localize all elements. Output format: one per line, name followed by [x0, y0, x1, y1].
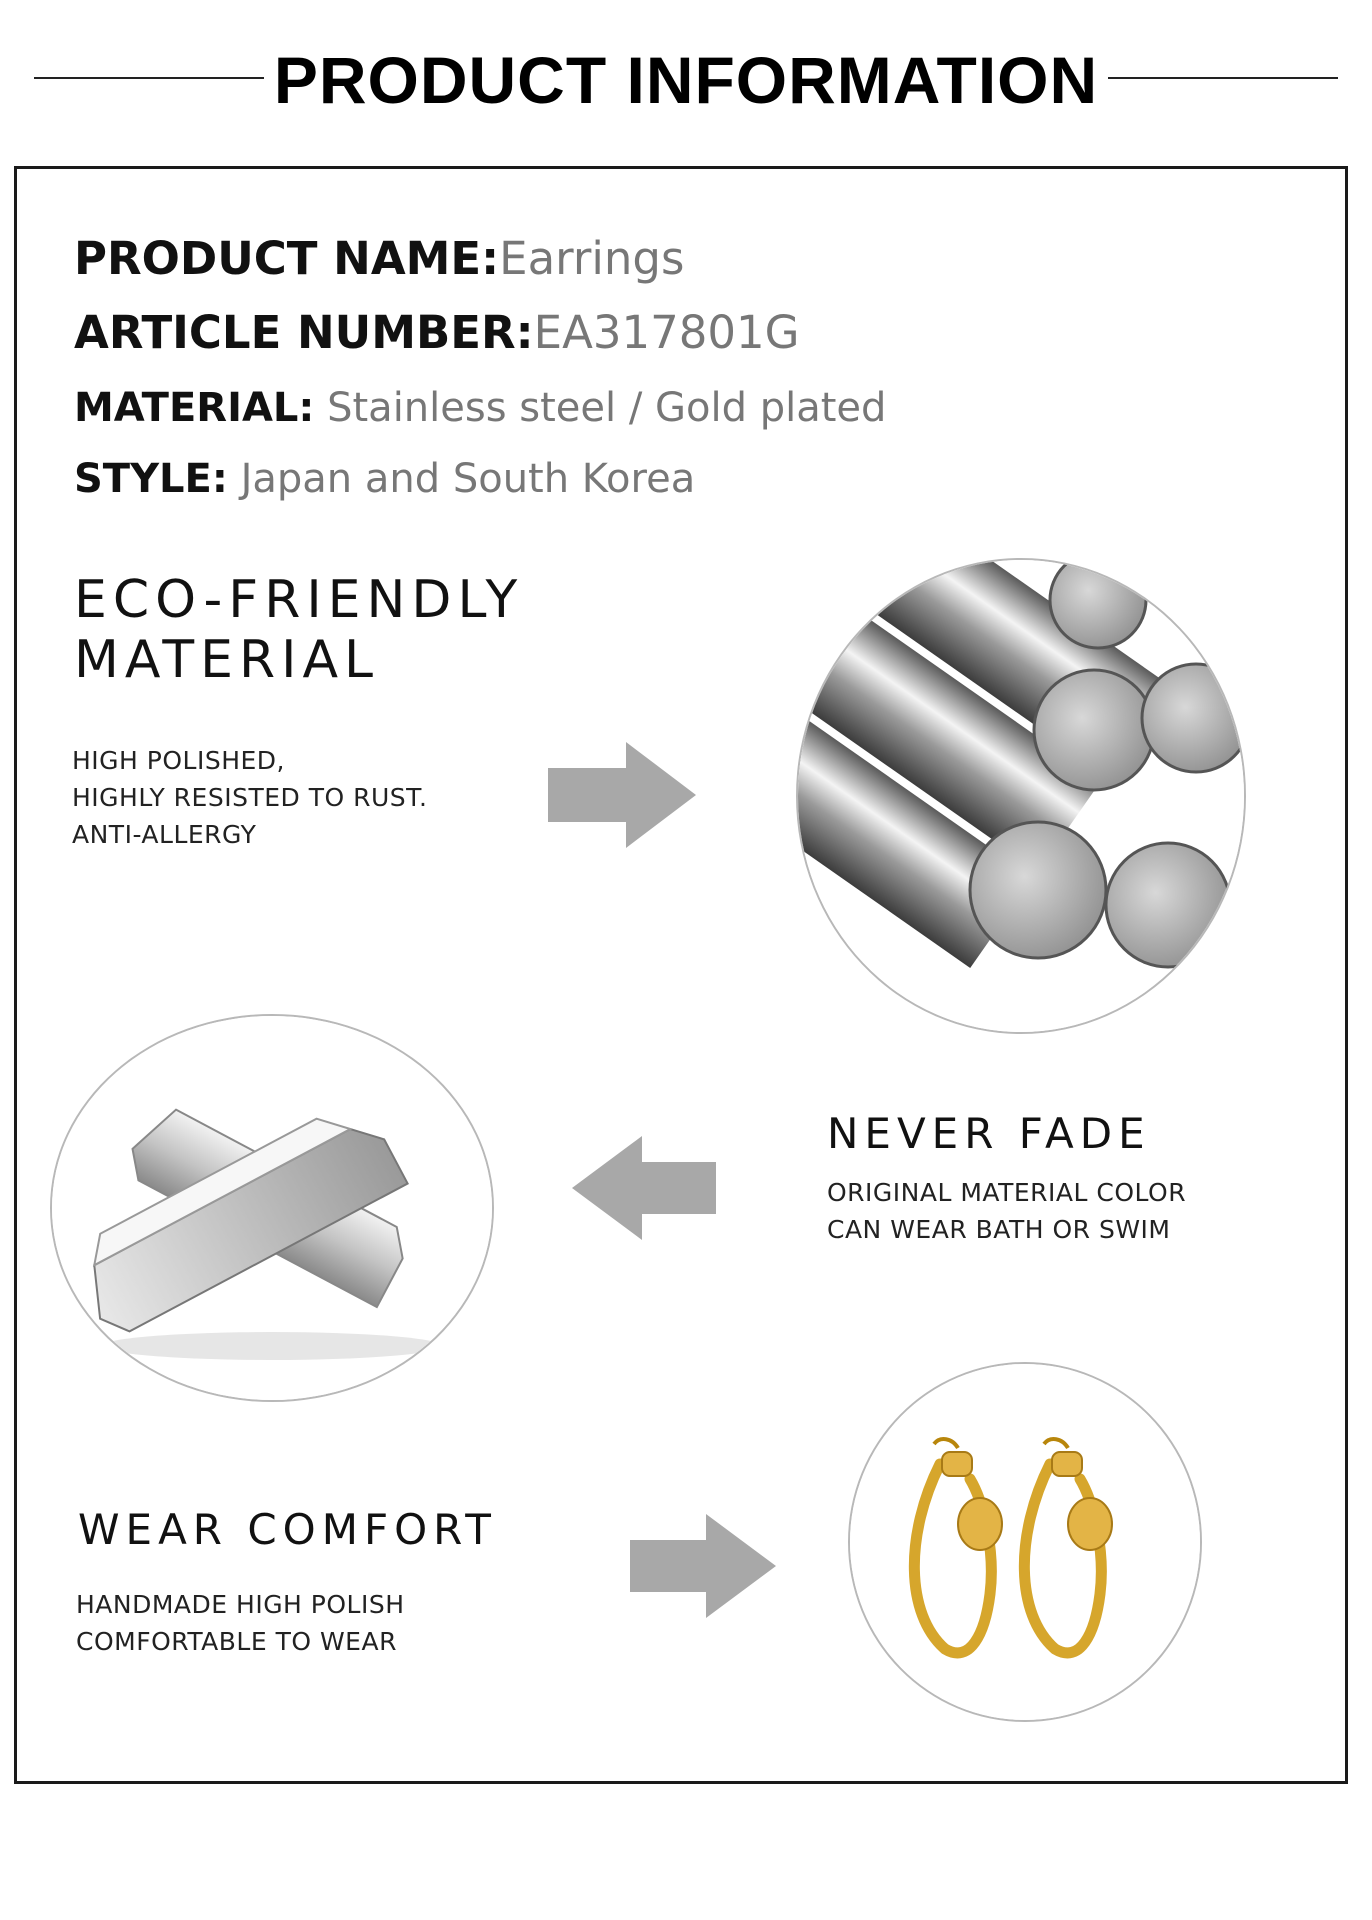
feature-title-line: WEAR COMFORT	[78, 1505, 497, 1554]
spec-material	[74, 385, 886, 431]
spec-article-number	[74, 306, 800, 359]
spec-value: Stainless steel / Gold plated	[314, 385, 887, 431]
feature-desc-line: COMFORTABLE TO WEAR	[76, 1627, 397, 1656]
feature-desc-never-fade	[827, 1174, 1186, 1248]
feature-title-line: NEVER FADE	[827, 1109, 1151, 1158]
feature-desc-line: HIGHLY RESISTED TO RUST.	[72, 783, 428, 812]
feature-desc-line: HIGH POLISHED,	[72, 746, 286, 775]
silver-bars-image	[50, 1014, 494, 1402]
spec-label: STYLE:	[74, 456, 228, 502]
header-rule-left	[34, 77, 264, 79]
feature-title-line: ECO-FRIENDLY	[74, 570, 524, 630]
feature-desc-line: CAN WEAR BATH OR SWIM	[827, 1215, 1171, 1244]
left-arrow-icon	[572, 1136, 716, 1240]
gold-hoop-earrings-image	[848, 1362, 1202, 1722]
spec-product-name	[74, 232, 684, 285]
feature-title-eco-friendly	[74, 570, 523, 690]
spec-value: Earrings	[499, 232, 685, 285]
feature-desc-wear-comfort	[76, 1586, 405, 1660]
spec-style	[74, 456, 695, 502]
feature-title-wear-comfort	[78, 1500, 497, 1560]
spec-label: ARTICLE NUMBER:	[74, 306, 534, 359]
spec-label: MATERIAL:	[74, 385, 315, 431]
header-rule-right	[1108, 77, 1338, 79]
spec-value: Japan and South Korea	[227, 456, 696, 502]
spec-value: EA317801G	[533, 306, 800, 359]
steel-rods-image	[796, 558, 1246, 1034]
feature-title-line: MATERIAL	[74, 630, 380, 690]
right-arrow-icon	[548, 742, 696, 848]
feature-desc-line: HANDMADE HIGH POLISH	[76, 1590, 405, 1619]
spec-label: PRODUCT NAME:	[74, 232, 500, 285]
page-title: PRODUCT INFORMATION	[273, 43, 1099, 117]
feature-desc-line: ORIGINAL MATERIAL COLOR	[827, 1178, 1187, 1207]
right-arrow-icon	[630, 1514, 776, 1618]
feature-desc-eco-friendly	[72, 742, 427, 853]
feature-desc-line: ANTI-ALLERGY	[72, 820, 257, 849]
feature-title-never-fade	[827, 1104, 1151, 1164]
